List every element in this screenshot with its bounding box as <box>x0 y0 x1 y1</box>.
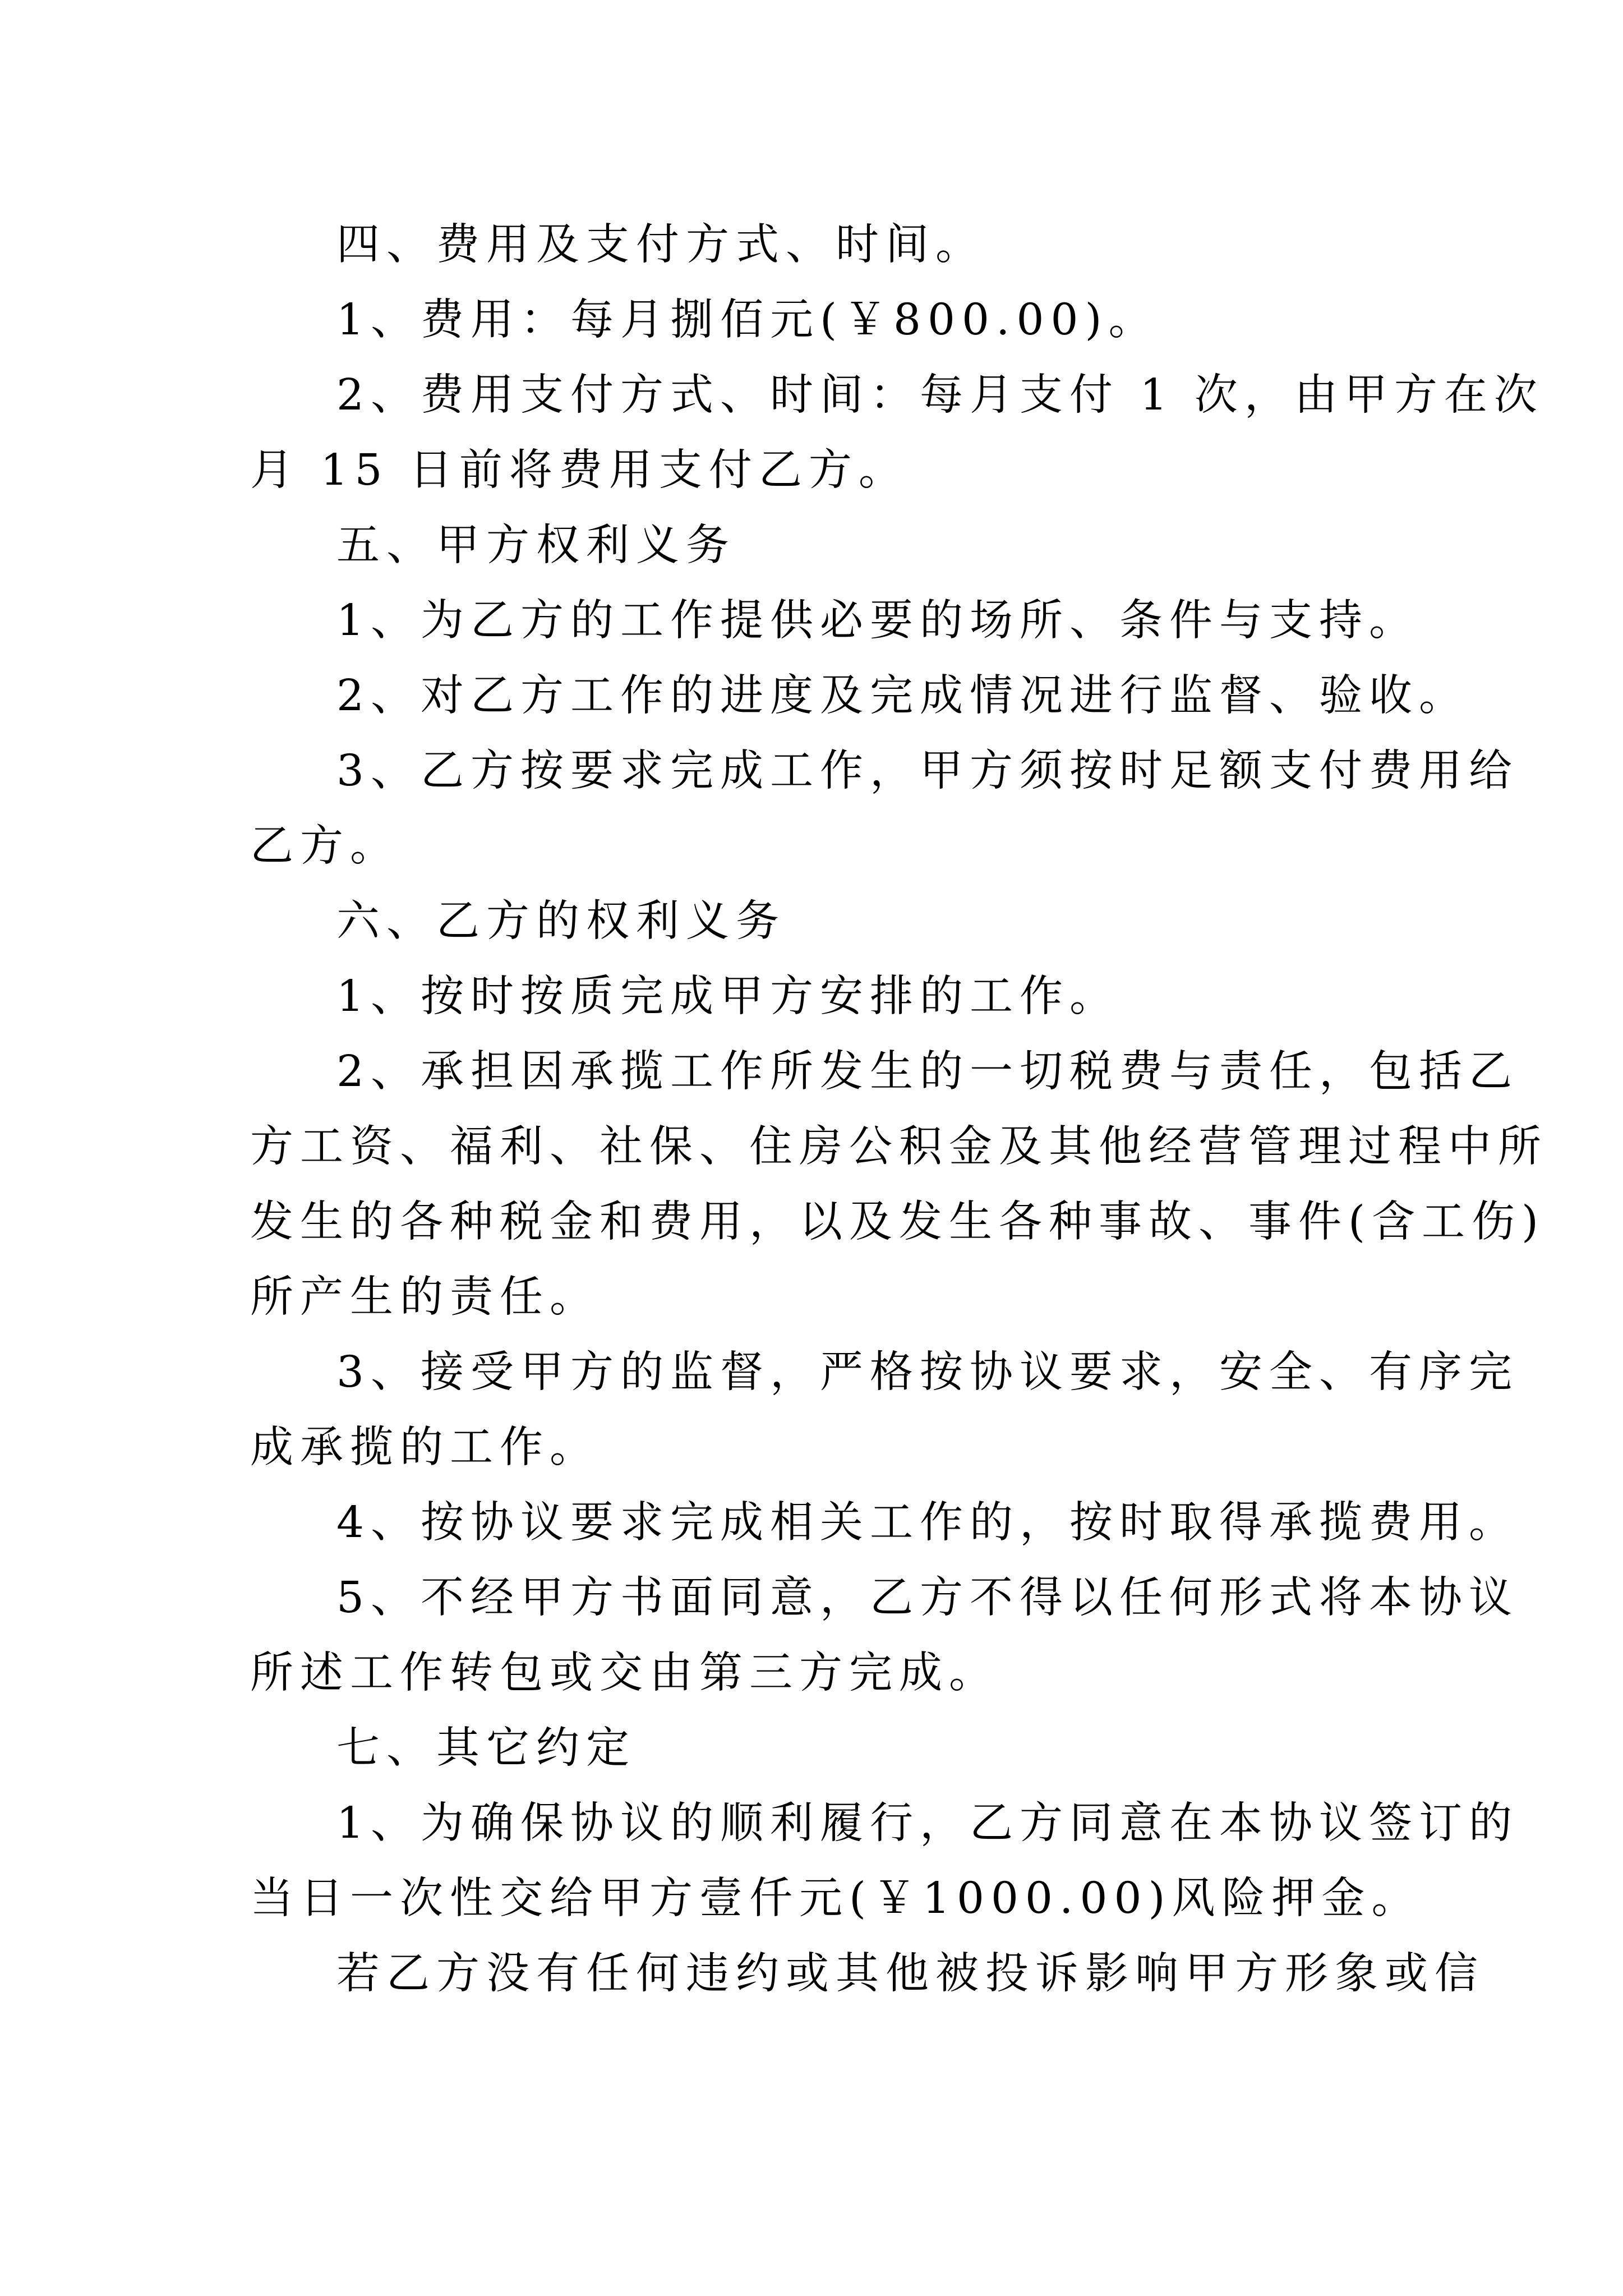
section-heading-party-b: 六、乙方的权利义务 <box>336 896 786 946</box>
paragraph-line: 1、为乙方的工作提供必要的场所、条件与支持。 <box>336 596 1419 646</box>
paragraph-line: 方工资、福利、社保、住房公积金及其他经营管理过程中所 <box>250 1122 1548 1172</box>
paragraph-line: 1、按时按质完成甲方安排的工作。 <box>336 972 1119 1022</box>
paragraph-line: 发生的各种税金和费用，以及发生各种事故、事件(含工伤) <box>250 1197 1546 1247</box>
paragraph-line: 月 15 日前将费用支付乙方。 <box>250 445 909 495</box>
paragraph-line: 成承揽的工作。 <box>250 1423 600 1473</box>
paragraph-line: 3、乙方按要求完成工作，甲方须按时足额支付费用给 <box>336 746 1519 796</box>
paragraph-line: 5、不经甲方书面同意，乙方不得以任何形式将本协议 <box>336 1573 1519 1623</box>
paragraph-line: 2、承担因承揽工作所发生的一切税费与责任，包括乙 <box>336 1047 1519 1097</box>
paragraph-line: 当日一次性交给甲方壹仟元(￥1000.00)风险押金。 <box>250 1874 1422 1924</box>
paragraph-line: 1、为确保协议的顺利履行，乙方同意在本协议签订的 <box>336 1798 1519 1848</box>
paragraph-line: 所产生的责任。 <box>250 1272 600 1322</box>
paragraph-line: 若乙方没有任何违约或其他被投诉影响甲方形象或信 <box>336 1949 1484 1999</box>
paragraph-line: 3、接受甲方的监督，严格按协议要求，安全、有序完 <box>336 1347 1519 1397</box>
paragraph-line: 1、费用：每月捌佰元(￥800.00)。 <box>336 295 1159 345</box>
section-heading-party-a: 五、甲方权利义务 <box>336 521 736 570</box>
paragraph-line: 4、按协议要求完成相关工作的，按时取得承揽费用。 <box>336 1498 1519 1548</box>
section-heading-other: 七、其它约定 <box>336 1723 636 1773</box>
paragraph-line: 乙方。 <box>250 821 400 871</box>
section-heading-fees: 四、费用及支付方式、时间。 <box>336 220 985 270</box>
paragraph-line: 2、对乙方工作的进度及完成情况进行监督、验收。 <box>336 671 1469 721</box>
paragraph-line: 所述工作转包或交由第三方完成。 <box>250 1648 999 1698</box>
document-body <box>250 208 1548 2012</box>
paragraph-line: 2、费用支付方式、时间：每月支付 1 次，由甲方在次 <box>336 370 1544 420</box>
